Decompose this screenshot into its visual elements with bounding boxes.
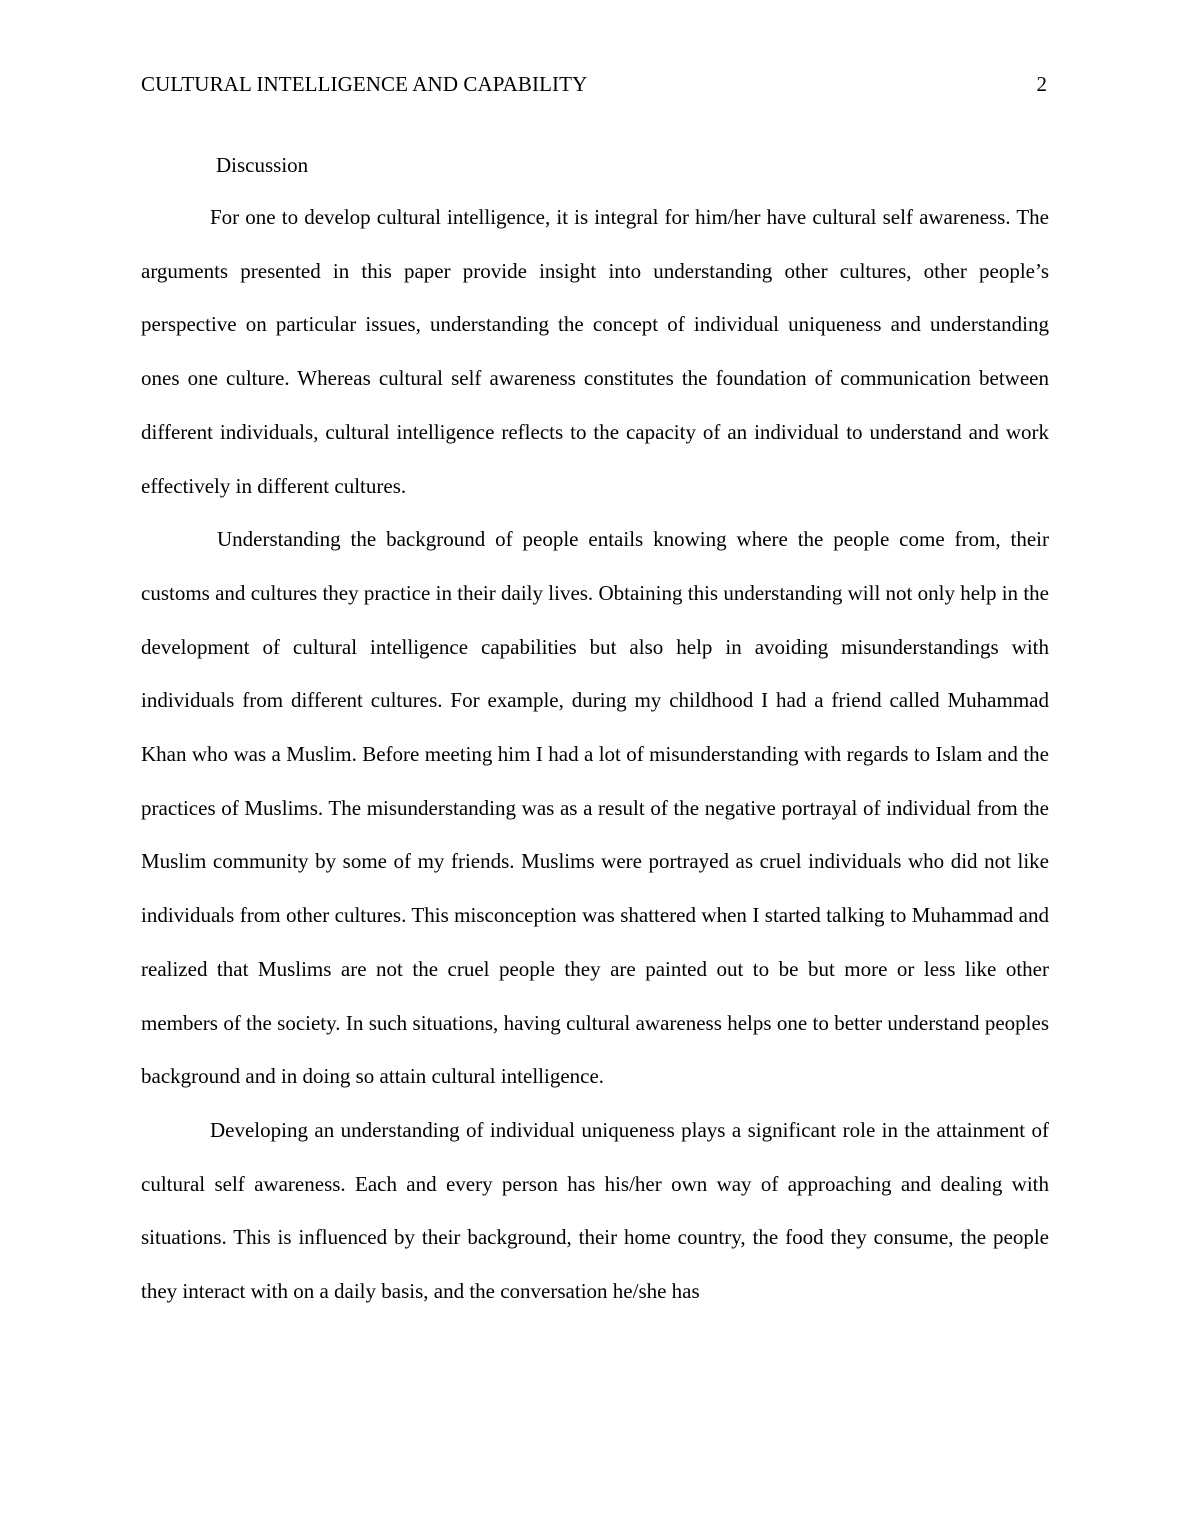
running-head: CULTURAL INTELLIGENCE AND CAPABILITY <box>141 72 588 96</box>
section-heading: Discussion <box>216 153 309 177</box>
paragraph: Understanding the background of people entails knowing where the people come from, their customs and cultures they practice in their daily lives. Obtaining this understanding will not only help in the development of cultural intelligence capabilities but also help in avoiding misunderstandings with individuals from different cultures. For example, during my childhood I had a friend called Muhammad Khan who was a Muslim. Before meeting him I had a lot of misunderstanding with regards to Islam and the practices of Muslims. The misunderstanding was as a result of the negative portrayal of individual from the Muslim community by some of my friends. Muslims were portrayed as cruel individuals who did not like individuals from other cultures. This misconception was shattered when I started talking to Muhammad and realized that Muslims are not the cruel people they are painted out to be but more or less like other members of the society. In such situations, having cultural awareness helps one to better understand peoples background and in doing so attain cultural intelligence. <box>141 527 1049 1089</box>
page-number: 2 <box>1036 72 1047 96</box>
body-text <box>141 191 1049 1319</box>
paragraph: For one to develop cultural intelligence, it is integral for him/her have cultural self awareness. The arguments presented in this paper provide insight into understanding other cultures, other people’s perspective on particular issues, understanding the concept of individual uniqueness and understanding ones one culture. Whereas cultural self awareness constitutes the foundation of communication between different individuals, cultural intelligence reflects to the capacity of an individual to understand and work effectively in different cultures. <box>141 205 1049 498</box>
paragraph: Developing an understanding of individual uniqueness plays a significant role in the attainment of cultural self awareness. Each and every person has his/her own way of approaching and dealing with situations. This is influenced by their background, their home country, the food they consume, the people they interact with on a daily basis, and the conversation he/she has <box>141 1117 1049 1304</box>
